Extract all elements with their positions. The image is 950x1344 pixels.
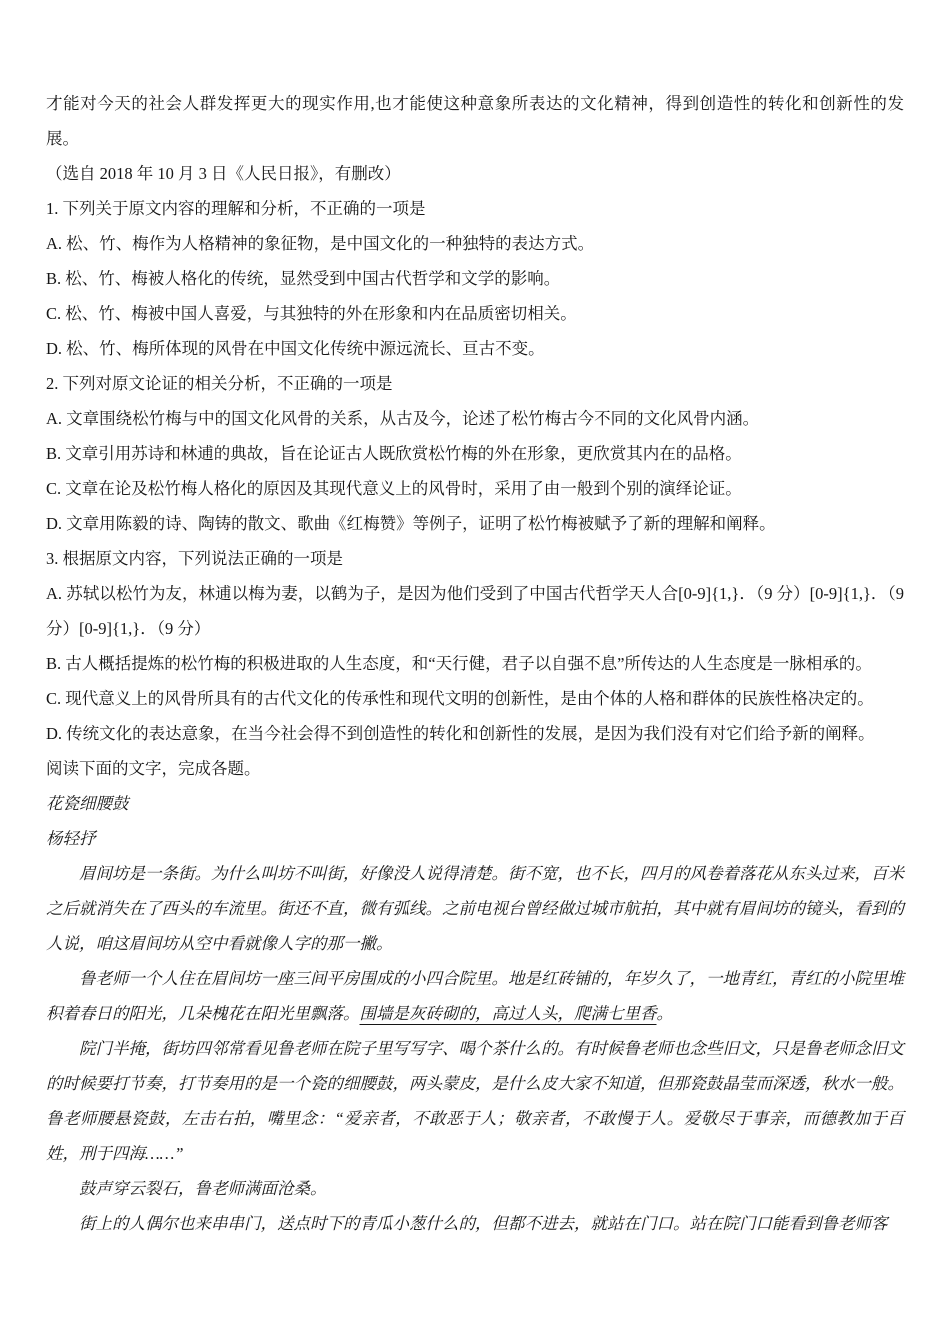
question-2-option-a: A. 文章围绕松竹梅与中的国文化风骨的关系，从古及今，论述了松竹梅古今不同的文化风骨内涵。 — [46, 409, 760, 428]
story-paragraph-2-lead: 鲁老师一个人住在眉间坊一座三间平房围成的小四合院里。地是红砖铺的，年岁久了，一地青红，青红的小院里堆积着春日的阳光，几朵槐花在阳光里飘落。 — [46, 969, 904, 1023]
question-2-option-d: D. 文章用陈毅的诗、陶铸的散文、歌曲《红梅赞》等例子，证明了松竹梅被赋予了新的理解和阐释。 — [46, 514, 776, 533]
question-3-stem: 3. 根据原文内容，下列说法正确的一项是 — [46, 549, 343, 568]
reading-instruction: 阅读下面的文字，完成各题。 — [46, 759, 261, 778]
story-paragraph-2-tail: 。 — [656, 1004, 673, 1023]
question-1-option-d: D. 松、竹、梅所体现的风骨在中国文化传统中源远流长、亘古不变。 — [46, 339, 545, 358]
question-3-option-a: A. 苏轼以松竹为友，林逋以梅为妻，以鹤为子，是因为他们受到了中国古代哲学天人合[0-9]{1,}．（9 分）[0-9]{1,}．（9 分）[0-9]{1,}．（9 分） — [46, 584, 904, 638]
question-1-block — [46, 191, 904, 366]
question-2-stem: 2. 下列对原文论证的相关分析，不正确的一项是 — [46, 374, 393, 393]
question-3-option-c: C. 现代意义上的风骨所具有的古代文化的传承性和现代文明的创新性，是由个体的人格和群体的民族性格决定的。 — [46, 689, 874, 708]
question-3-block — [46, 541, 904, 751]
question-2-option-b: B. 文章引用苏诗和林逋的典故，旨在论证古人既欣赏松竹梅的外在形象，更欣赏其内在的品格。 — [46, 444, 742, 463]
story-paragraph-1: 眉间坊是一条街。为什么叫坊不叫街，好像没人说得清楚。街不宽，也不长，四月的风卷着落花从东头过来，百米之后就消失在了西头的车流里。街还不直，微有弧线。之前电视台曾经做过城市航拍，其中就有眉间坊的镜头，看到的人说，咱这眉间坊从空中看就像人字的那一撇。 — [46, 864, 904, 953]
reading-title: 花瓷细腰鼓 — [46, 794, 129, 813]
intro-continuation-text: 才能对今天的社会人群发挥更大的现实作用,也才能使这种意象所表达的文化精神，得到创造性的转化和创新性的发展。 — [46, 94, 904, 148]
story-paragraph-5: 街上的人偶尔也来串串门，送点时下的青瓜小葱什么的，但都不进去，就站在门口。站在院门口能看到鲁老师客 — [79, 1214, 888, 1233]
question-3-option-b: B. 古人概括提炼的松竹梅的积极进取的人生态度，和“天行健，君子以自强不息”所传达的人生态度是一脉相承的。 — [46, 654, 872, 673]
source-note: （选自 2018 年 10 月 3 日《人民日报》，有删改） — [46, 164, 401, 183]
story-paragraph-2-underlined-sentence: 围墙是灰砖砌的，高过人头，爬满七里香 — [359, 1004, 657, 1023]
question-2-block — [46, 366, 904, 541]
reading-author: 杨轻抒 — [46, 829, 96, 848]
question-2-option-c: C. 文章在论及松竹梅人格化的原因及其现代意义上的风骨时，采用了由一般到个别的演绎论证。 — [46, 479, 742, 498]
question-1-option-a: A. 松、竹、梅作为人格精神的象征物，是中国文化的一种独特的表达方式。 — [46, 234, 595, 253]
story-paragraph-4: 鼓声穿云裂石，鲁老师满面沧桑。 — [79, 1179, 327, 1198]
reading-section — [46, 751, 904, 1241]
story-paragraph-2 — [46, 961, 904, 1031]
question-1-stem: 1. 下列关于原文内容的理解和分析，不正确的一项是 — [46, 199, 426, 218]
story-paragraph-3: 院门半掩，街坊四邻常看见鲁老师在院子里写写字、喝个茶什么的。有时候鲁老师也念些旧文，只是鲁老师念旧文的时候要打节奏，打节奏用的是一个瓷的细腰鼓，两头蒙皮，是什么皮大家不知道，但那瓷鼓晶莹而深透，秋水一般。鲁老师腰悬瓷鼓，左击右拍，嘴里念：“爱亲者，不敢恶于人；敬亲者，不敢慢于人。爱敬尽于事亲，而德教加于百姓，刑于四海……” — [46, 1039, 904, 1163]
question-3-option-d: D. 传统文化的表达意象，在当今社会得不到创造性的转化和创新性的发展，是因为我们没有对它们给予新的阐释。 — [46, 724, 875, 743]
question-1-option-b: B. 松、竹、梅被人格化的传统，显然受到中国古代哲学和文学的影响。 — [46, 269, 561, 288]
question-1-option-c: C. 松、竹、梅被中国人喜爱，与其独特的外在形象和内在品质密切相关。 — [46, 304, 577, 323]
